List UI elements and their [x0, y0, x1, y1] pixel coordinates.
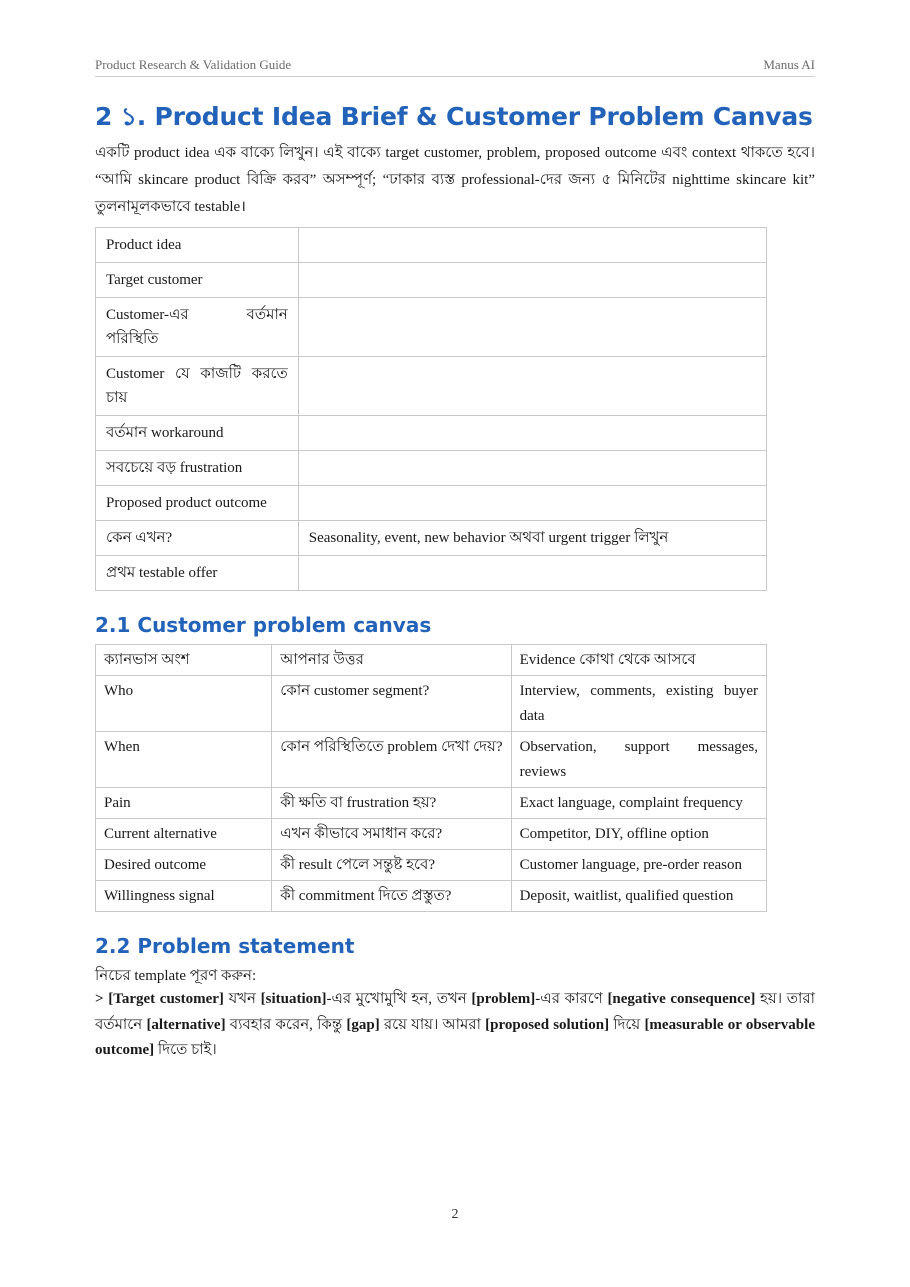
brief-value — [298, 416, 766, 451]
table-cell: এখন কীভাবে সমাধান করে? — [272, 819, 511, 850]
brief-value — [298, 263, 766, 298]
table-cell: Observation, support messages, reviews — [511, 732, 766, 788]
brief-label: সবচেয়ে বড় frustration — [96, 451, 299, 486]
column-header: Evidence কোথা থেকে আসবে — [511, 645, 766, 676]
table-cell: Desired outcome — [96, 850, 272, 881]
table-cell: Current alternative — [96, 819, 272, 850]
page-header — [95, 57, 815, 77]
customer-problem-canvas-table — [95, 644, 767, 912]
brief-label: কেন এখন? — [96, 521, 299, 556]
brief-value — [298, 451, 766, 486]
table-cell: Competitor, DIY, offline option — [511, 819, 766, 850]
template-text: রয়ে যায়। আমরা — [379, 1016, 486, 1033]
brief-label: Product idea — [96, 228, 299, 263]
blockquote-marker: > — [95, 991, 109, 1007]
table-cell: কী ক্ষতি বা frustration হয়? — [272, 788, 511, 819]
template-text: ব্যবহার করেন, কিন্তু — [225, 1016, 347, 1033]
table-row — [96, 676, 767, 732]
placeholder-situation: [situation] — [260, 991, 327, 1007]
brief-label: Customer-এর বর্তমান পরিস্থিতি — [96, 298, 299, 357]
template-text: -এর কারণে — [535, 991, 608, 1007]
table-row — [96, 850, 767, 881]
brief-value — [298, 357, 766, 416]
section-title: 2 ১. Product Idea Brief & Customer Problem Canvas — [95, 102, 813, 131]
brief-label: Target customer — [96, 263, 299, 298]
brief-value — [298, 486, 766, 521]
header-document-title: Product Research & Validation Guide — [95, 57, 292, 72]
table-header-row — [96, 645, 767, 676]
table-row — [96, 298, 767, 357]
problem-statement-instruction: নিচের template পূরণ করুন: — [95, 968, 257, 984]
placeholder-proposed-solution: [proposed solution] — [485, 1016, 610, 1033]
table-row — [96, 556, 767, 591]
page-number: 2 — [451, 1207, 459, 1222]
table-row — [96, 881, 767, 912]
brief-label: বর্তমান workaround — [96, 416, 299, 451]
template-text: দিতে চাই। — [154, 1042, 217, 1058]
table-cell: Exact language, complaint frequency — [511, 788, 766, 819]
brief-label: Customer যে কাজটি করতে চায় — [96, 357, 299, 416]
table-row — [96, 732, 767, 788]
table-cell: কোন customer segment? — [272, 676, 511, 732]
table-row — [96, 263, 767, 298]
table-cell: Deposit, waitlist, qualified question — [511, 881, 766, 912]
template-text: -এর মুখোমুখি হন, তখন — [326, 991, 472, 1007]
problem-statement-template — [95, 987, 815, 1064]
table-row — [96, 788, 767, 819]
table-cell: কী commitment দিতে প্রস্তুত? — [272, 881, 511, 912]
table-row — [96, 228, 767, 263]
placeholder-problem: [problem] — [471, 991, 536, 1007]
brief-label: Proposed product outcome — [96, 486, 299, 521]
column-header: আপনার উত্তর — [272, 645, 511, 676]
template-text: দিয়ে — [609, 1016, 645, 1033]
table-row — [96, 521, 767, 556]
column-header: ক্যানভাস অংশ — [96, 645, 272, 676]
brief-value: Seasonality, event, new behavior অথবা urgent trigger লিখুন — [298, 521, 766, 556]
placeholder-outcome: [measurable or observable outcome] — [95, 1016, 815, 1058]
brief-value — [298, 556, 766, 591]
section-intro: একটি product idea এক বাক্যে লিখুন। এই বাক্যে target customer, problem, proposed outcome এবং context থাকতে হবে। “আমি skincare product বিক্রি করব” অসম্পূর্ণ; “ঢাকার ব্যস্ত professional-দের জন্য ৫ মিনিটের nighttime skincare kit” তুলনামূলকভাবে testable। — [95, 145, 815, 215]
table-cell: কোন পরিস্থিতিতে problem দেখা দেয়? — [272, 732, 511, 788]
template-text: যখন — [223, 991, 261, 1007]
page-content — [95, 100, 815, 1064]
product-idea-brief-table — [95, 227, 767, 591]
subsection-title-problem-statement: 2.2 Problem statement — [95, 934, 355, 958]
table-cell: Customer language, pre-order reason — [511, 850, 766, 881]
table-row — [96, 416, 767, 451]
table-row — [96, 357, 767, 416]
placeholder-negative-consequence: [negative consequence] — [607, 991, 756, 1007]
brief-label: প্রথম testable offer — [96, 556, 299, 591]
placeholder-gap: [gap] — [346, 1016, 380, 1033]
brief-value — [298, 298, 766, 357]
table-row — [96, 451, 767, 486]
table-cell: Interview, comments, existing buyer data — [511, 676, 766, 732]
header-author: Manus AI — [763, 57, 815, 72]
table-cell: Who — [96, 676, 272, 732]
placeholder-target-customer: [Target customer] — [108, 991, 224, 1007]
placeholder-alternative: [alternative] — [146, 1016, 226, 1033]
table-row — [96, 819, 767, 850]
table-cell: কী result পেলে সন্তুষ্ট হবে? — [272, 850, 511, 881]
table-cell: Pain — [96, 788, 272, 819]
table-cell: When — [96, 732, 272, 788]
table-cell: Willingness signal — [96, 881, 272, 912]
template-text: হয়। তারা বর্তমানে — [95, 991, 815, 1033]
subsection-title-canvas: 2.1 Customer problem canvas — [95, 613, 432, 637]
table-row — [96, 486, 767, 521]
brief-value — [298, 228, 766, 263]
